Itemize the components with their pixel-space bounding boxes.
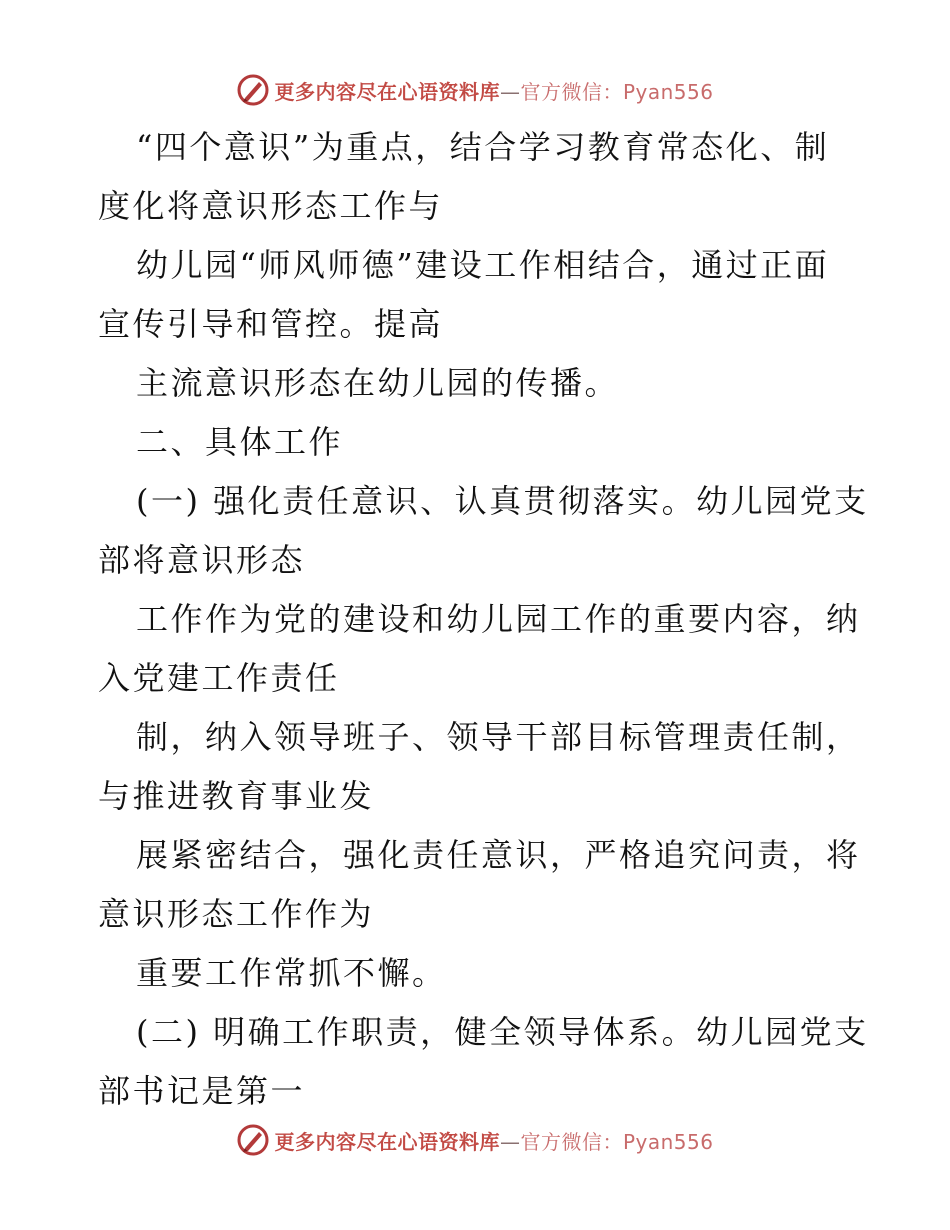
body-line: 制，纳入领导班子、领导干部目标管理责任制， [136,718,861,756]
header-watermark [0,70,950,110]
pen-logo-icon [236,73,270,107]
pen-logo-icon [236,1123,270,1157]
footer-watermark [0,1120,950,1160]
document-body [98,118,869,1121]
body-line: 宣传引导和管控。提高 [98,305,444,343]
body-line: 幼儿园“师风师德”建设工作相结合，通过正面 [136,246,830,284]
header-site-text: 更多内容尽在心语资料库 [274,79,500,104]
body-line: 部书记是第一 [98,1072,306,1110]
body-line: 重要工作常抓不懈。 [136,954,447,992]
footer-account-text: 官方微信：Pyan556 [520,1129,714,1154]
body-line: 意识形态工作作为 [98,895,375,933]
body-line: 度化将意识形态工作与 [98,187,444,225]
body-line: 主流意识形态在幼儿园的传播。 [136,364,620,402]
footer-watermark-text [274,1126,713,1155]
body-line: 展紧密结合，强化责任意识，严格追究问责，将 [136,836,861,874]
footer-site-text: 更多内容尽在心语资料库 [274,1129,500,1154]
body-line: (二) 明确工作职责，健全领导体系。幼儿园党支 [136,1013,869,1051]
body-line: 工作作为党的建设和幼儿园工作的重要内容，纳 [136,600,861,638]
body-line: 入党建工作责任 [98,659,340,697]
footer-separator: — [499,1129,521,1154]
body-line: 部将意识形态 [98,541,306,579]
header-separator: — [499,79,521,104]
body-line: (一) 强化责任意识、认真贯彻落实。幼儿园党支 [136,482,869,520]
body-line: “四个意识”为重点，结合学习教育常态化、制 [136,128,830,166]
section-heading: 二、具体工作 [136,423,344,461]
header-account-text: 官方微信：Pyan556 [520,79,714,104]
body-line: 与推进教育事业发 [98,777,375,815]
header-watermark-text [274,76,713,105]
